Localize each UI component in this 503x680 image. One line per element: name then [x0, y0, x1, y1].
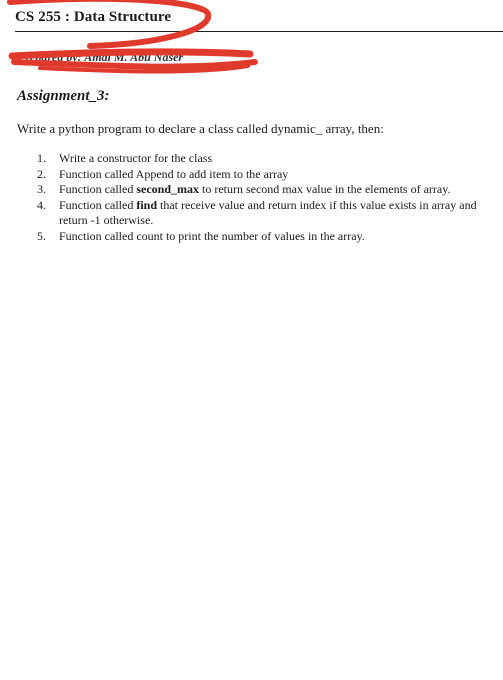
- task-item: [30, 198, 496, 229]
- task-item: [30, 151, 496, 167]
- course-title: CS 255 : Data Structure: [15, 9, 172, 25]
- task-number: 3.: [37, 182, 46, 196]
- task-text: Function called: [59, 197, 137, 212]
- title-underline: [15, 31, 503, 32]
- task-item: [30, 229, 496, 245]
- task-text: Write a constructor for the class: [59, 151, 213, 165]
- prepared-by-line: Prepared by: Amal M. Abu Naser: [18, 50, 184, 64]
- assignment-heading: Assignment_3:: [17, 88, 110, 104]
- task-function-name: find: [136, 197, 158, 212]
- task-list: [30, 151, 496, 244]
- assignment-intro: Write a python program to declare a class called dynamic_ array, then:: [17, 121, 384, 136]
- task-item: [30, 182, 496, 198]
- task-text: Function called: [59, 182, 137, 196]
- task-item: [30, 167, 496, 183]
- red-strike-stroke-3: [40, 66, 248, 72]
- task-function-name: second_max: [136, 182, 199, 196]
- task-number: 2.: [37, 166, 46, 181]
- task-text-continued: to return second max value in the elements of array.: [199, 182, 451, 196]
- task-number: 5.: [37, 228, 46, 243]
- task-text: Function called Append to add item to the array: [59, 166, 289, 181]
- task-number: 1.: [37, 151, 46, 165]
- task-text: Function called count to print the number of values in the array.: [59, 228, 365, 243]
- task-number: 4.: [37, 197, 46, 212]
- task-text-continued: that receive value and return index if this value exists in array and return -1 otherwise.: [59, 197, 477, 227]
